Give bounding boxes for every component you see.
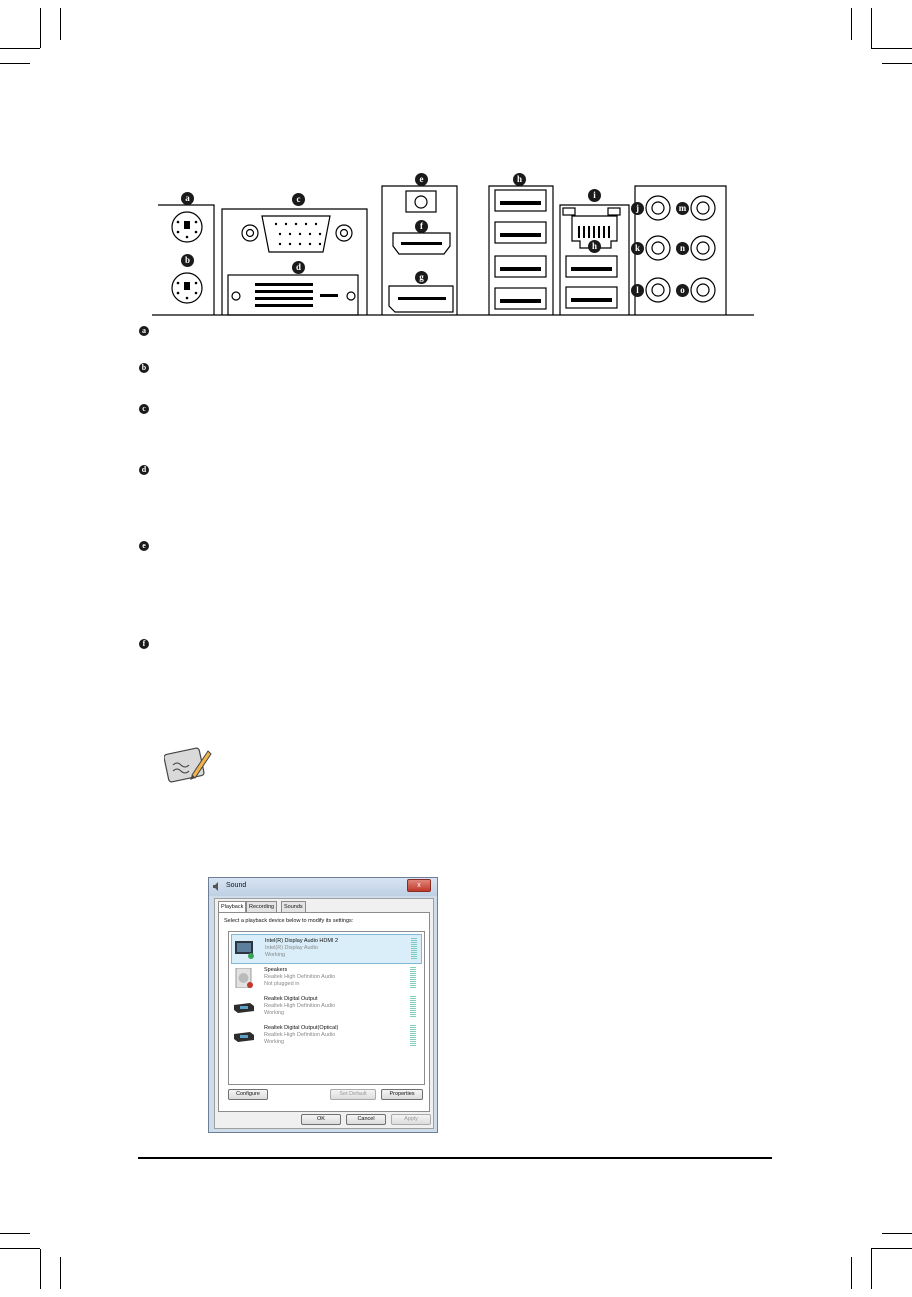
connector-label-b: b xyxy=(181,254,194,267)
instruction-text: Select a playback device below to modify its settings: xyxy=(224,918,354,924)
tab-sounds[interactable]: Sounds xyxy=(281,901,306,912)
list-bullet-e: e xyxy=(139,541,149,551)
audio-jack xyxy=(691,278,715,302)
back-panel-illustration xyxy=(0,0,912,330)
audio-jack xyxy=(646,278,670,302)
playback-page xyxy=(218,912,430,1112)
list-bullet-c: c xyxy=(139,404,149,414)
list-bullet-d: d xyxy=(139,465,149,475)
crop-mark xyxy=(60,1257,61,1289)
usb-port xyxy=(566,287,617,308)
crop-mark xyxy=(871,1249,872,1289)
connector-label-i: i xyxy=(588,189,601,202)
connector-label-n: n xyxy=(676,242,689,255)
level-meter xyxy=(410,967,416,989)
usb-port xyxy=(566,256,617,277)
footer-rule xyxy=(138,1157,772,1159)
device-status: Not plugged in xyxy=(264,981,300,987)
device-driver: Realtek High Definition Audio xyxy=(264,1032,336,1038)
connector-label-c: c xyxy=(292,193,305,206)
dvi-port xyxy=(228,275,358,315)
connector-label-k: k xyxy=(631,242,644,255)
connector-label-o: o xyxy=(676,284,689,297)
device-name: Realtek Digital Output xyxy=(264,996,318,1002)
level-meter xyxy=(411,938,417,960)
crop-mark xyxy=(851,1257,852,1289)
connector-label-d: d xyxy=(292,261,305,274)
title-bar xyxy=(209,878,437,896)
crop-mark xyxy=(0,1233,30,1234)
device-driver: Intel(R) Display Audio xyxy=(265,945,318,951)
crop-mark xyxy=(882,1233,912,1234)
monitor-icon xyxy=(235,939,255,959)
connector-label-g: g xyxy=(415,271,428,284)
device-status: Working xyxy=(265,952,286,958)
usb-port xyxy=(495,190,546,211)
crop-mark xyxy=(0,1248,40,1249)
connector-label-h: h xyxy=(513,173,526,186)
audio-jack xyxy=(646,196,670,220)
list-bullet-a: a xyxy=(139,326,149,336)
connector-label-e: e xyxy=(415,173,428,186)
connector-label-a: a xyxy=(181,192,194,205)
device-list xyxy=(228,931,425,1085)
properties-button[interactable]: Properties xyxy=(381,1089,423,1100)
close-button[interactable]: x xyxy=(407,879,431,892)
usb-port xyxy=(495,256,546,277)
cancel-button[interactable]: Cancel xyxy=(346,1114,386,1125)
level-meter xyxy=(410,1025,416,1047)
audio-jack xyxy=(691,196,715,220)
connector-label-l: l xyxy=(631,284,644,297)
device-name: Realtek Digital Output(Optical) xyxy=(264,1025,339,1031)
device-name: Speakers xyxy=(264,967,288,973)
level-meter xyxy=(410,996,416,1018)
connector-label-j: j xyxy=(631,202,644,215)
device-item[interactable] xyxy=(231,993,420,1021)
device-name: Intel(R) Display Audio HDMI 2 xyxy=(265,938,339,944)
optical-port xyxy=(406,191,436,212)
list-bullet-f: f xyxy=(139,639,149,649)
digital-output-icon xyxy=(234,1026,254,1046)
device-item[interactable] xyxy=(231,964,420,992)
connector-label-f: f xyxy=(415,220,428,233)
set-default-button[interactable]: Set Default xyxy=(330,1089,376,1100)
usb-port xyxy=(495,222,546,243)
crop-mark xyxy=(871,1248,912,1249)
crop-mark xyxy=(40,1249,41,1289)
device-driver: Realtek High Definition Audio xyxy=(264,974,336,980)
device-item[interactable] xyxy=(231,934,422,964)
tab-playback[interactable]: Playback xyxy=(218,901,246,913)
configure-button[interactable]: Configure xyxy=(228,1089,268,1100)
list-bullet-b: b xyxy=(139,363,149,373)
usb-port xyxy=(495,288,546,309)
audio-jack xyxy=(691,236,715,260)
device-status: Working xyxy=(264,1039,285,1045)
apply-button[interactable]: Apply xyxy=(391,1114,431,1125)
device-status: Working xyxy=(264,1010,285,1016)
dialog-body xyxy=(214,898,434,1129)
tab-recording[interactable]: Recording xyxy=(246,901,277,912)
speaker-icon xyxy=(234,968,254,988)
connector-label-m: m xyxy=(676,202,689,215)
ok-button[interactable]: OK xyxy=(301,1114,341,1125)
dialog-title: Sound xyxy=(226,882,247,889)
device-driver: Realtek High Definition Audio xyxy=(264,1003,336,1009)
digital-output-icon xyxy=(234,997,254,1017)
sound-dialog xyxy=(208,877,438,1133)
connector-label-h2: h xyxy=(588,240,601,253)
device-item[interactable] xyxy=(231,1022,420,1050)
audio-jack xyxy=(646,236,670,260)
note-pencil-icon xyxy=(164,745,212,783)
speaker-icon xyxy=(213,882,221,891)
